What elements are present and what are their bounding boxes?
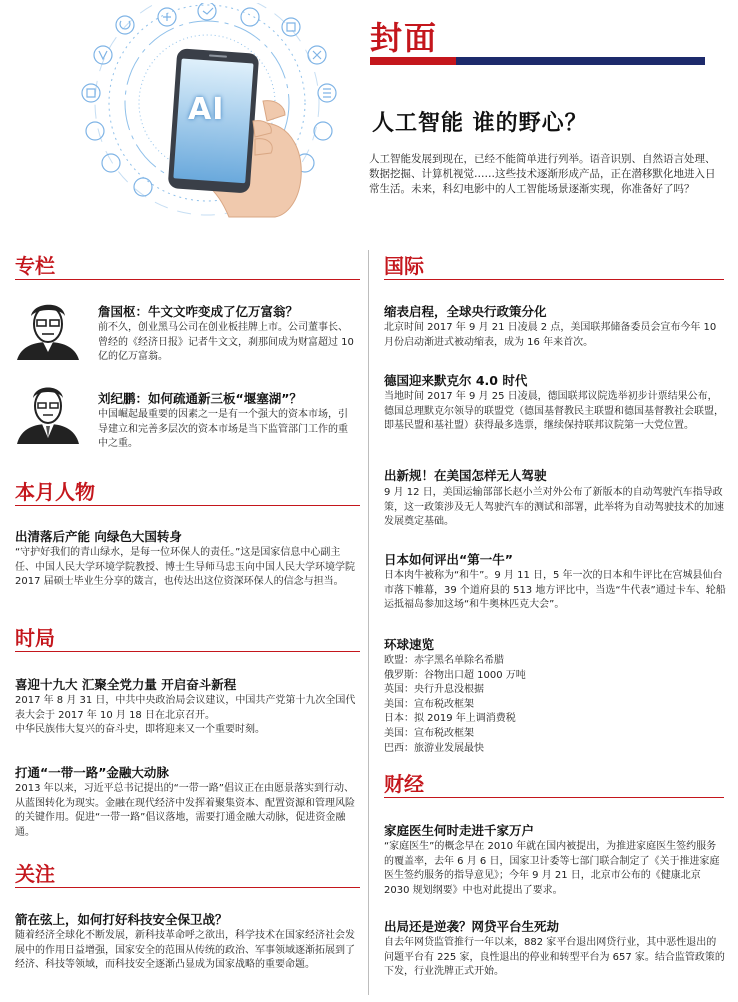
section-rule [15,887,360,888]
finance-article-2-title[interactable]: 出局还是逆袭？网贷平台生死劫 [384,919,560,934]
intl-article-1-title[interactable]: 缩表启程，全球央行政策分化 [384,304,547,319]
finance-article-1-body: “家庭医生”的概念早在 2010 年就在国内被提出，为推进家庭医生签约服务的覆盖率，去年 6 月 6 日，国家卫计委等七部门联合制定了《关于推进家庭医生签约服务的指导意见》；今年 9 月 21 日，北京市公布的《健康北京 2030 规划纲要》中也对此提出了要求。 [384,841,720,896]
section-rule [15,279,360,280]
focus-article-title[interactable]: 箭在弦上，如何打好科技安全保卫战？ [15,912,228,927]
intl-article-2-body: 当地时间 2017 年 9 月 25 日凌晨，德国联邦议院选举初步计票结果公布，德国总理默克尔领导的联盟党（德国基督教民主联盟和德国基督教社会联盟，即基民盟和基社盟）获得最多选票，继续保持联邦议院第一大党位置。 [384,391,724,432]
list-item[interactable]: 巴西：旅游业发展最快 [384,742,484,754]
cover-title-bar [370,57,705,65]
intl-article-4-title[interactable]: 日本如何评出“第一牛” [384,552,513,567]
section-rule [384,279,724,280]
list-item[interactable]: 美国：宣布税改框架 [384,698,474,710]
list-item[interactable]: 英国：央行升息没根据 [384,684,484,696]
focus-article-body: 随着经济全球化不断发展，新科技革命呼之欲出，科学技术在国家经济社会发展中的作用日益增强，国家安全的范围从传统的政治、军事领域逐渐拓展到了经济、科技等领域，而科技安全逐渐凸显成为国家战略的重要命题。 [15,930,355,971]
intl-quick-list [384,654,526,756]
list-item[interactable]: 美国：宣布税改框架 [384,727,474,739]
person-article-body: “守护好我们的青山绿水，是每一位环保人的责任。”这是国家信息中心副主任、中国人民大学环境学院教授、博士生导师马忠玉向中国人民大学环境学院 2017 届硕士毕业生分享的箴言，也传达出这位资深环保人的信念与担当。 [15,547,355,588]
column-article-1-title[interactable]: 詹国枢：牛文文咋变成了亿万富翁？ [98,304,299,319]
section-title-person: 本月人物 [15,480,95,504]
column-divider [368,250,369,995]
intl-article-3-body: 9 月 12 日，美国运输部部长赵小兰对外公布了新版本的自动驾驶汽车指导政策，这一政策涉及无人驾驶汽车的测试和部署，此举将为自动驾驶技术的加速发展奠定基础。 [384,487,724,528]
list-item[interactable]: 日本：拟 2019 年上调消费税 [384,713,516,725]
column-article-2-body: 中国崛起最重要的因素之一是有一个强大的资本市场，引导建立和完善多层次的资本市场是当下监管部门工作的重中之重。 [98,409,348,450]
intl-article-3-title[interactable]: 出新规！在美国怎样无人驾驶 [384,468,547,483]
intl-article-2-title[interactable]: 德国迎来默克尔 4.0 时代 [384,373,528,388]
intl-quick-title[interactable]: 环球速览 [384,637,435,652]
hero-ai-label: AI [188,92,225,127]
cover-summary: 人工智能发展到现在，已经不能简单进行列举。语音识别、自然语言处理、数据挖掘、计算机视觉……这些技术逐渐形成产品，正在潜移默化地进入日常生活。未来，科幻电影中的人工智能场景逐渐实现，你准备好了吗？ [369,153,716,195]
section-title-intl: 国际 [384,254,424,278]
columnist-portrait-liu [15,378,81,444]
intl-article-1-body: 北京时间 2017 年 9 月 21 日凌晨 2 点，美国联邦储备委员会宣布今年 10 月份启动渐进式被动缩表，成为 16 年来首次。 [384,322,717,348]
person-article-title[interactable]: 出清落后产能 向绿色大国转身 [15,529,182,544]
section-title-current: 时局 [15,626,55,650]
cover-headline[interactable]: 人工智能 谁的野心？ [372,111,588,136]
columnist-portrait-zhan [15,294,81,360]
current-article-2-body: 2013 年以来，习近平总书记提出的“一带一路”倡议正在由愿景落实到行动、从蓝图转化为现实。金融在现代经济中发挥着聚集资本、配置资源和管理风险的关键作用。促进“一带一路”倡议落地，需要打通金融大动脉，促进资金融通。 [15,783,355,838]
finance-article-1-title[interactable]: 家庭医生何时走进千家万户 [384,823,535,838]
section-rule [384,797,724,798]
section-title-focus: 关注 [15,862,55,886]
cover-section-title: 封面 [370,19,439,57]
list-item[interactable]: 俄罗斯：谷物出口超 1000 万吨 [384,669,526,681]
current-article-1-title[interactable]: 喜迎十九大 汇聚全党力量 开启奋斗新程 [15,677,237,692]
column-article-1-body: 前不久，创业黑马公司在创业板挂牌上市。公司董事长、曾经的《经济日报》记者牛文文，刹那间成为财富超过 10 亿的亿万富翁。 [98,322,354,363]
current-article-1-body: 2017 年 8 月 31 日，中共中央政治局会议建议，中国共产党第十九次全国代表大会于 2017 年 10 月 18 日在北京召开。 中华民族伟大复兴的奋斗史，即将迎来又一个重要时刻。 [15,695,356,736]
finance-article-2-body: 自去年网贷监管推行一年以来，882 家平台退出网贷行业，其中恶性退出的问题平台有 225 家，良性退出的停业和转型平台为 657 家。结合监管政策的下发，行业洗牌正式开始。 [384,937,725,978]
column-article-2-title[interactable]: 刘纪鹏：如何疏通新三板“堰塞湖”？ [98,391,302,406]
intl-article-4-body: 日本肉牛被称为“和牛”。9 月 11 日，5 年一次的日本和牛评比在宫城县仙台市落下帷幕，39 个道府县的 513 地方评比中，当选“牛代表”通过卡车、轮船运抵福岛参加这场“和牛奥林匹克大会”。 [384,570,726,611]
section-rule [15,505,360,506]
cover-illustration [55,3,360,218]
list-item[interactable]: 欧盟：赤字黑名单除名希腊 [384,655,504,666]
section-rule [15,651,360,652]
current-article-2-title[interactable]: 打通“一带一路”金融大动脉 [15,765,169,780]
section-title-column: 专栏 [15,254,55,278]
section-title-finance: 财经 [384,772,424,796]
